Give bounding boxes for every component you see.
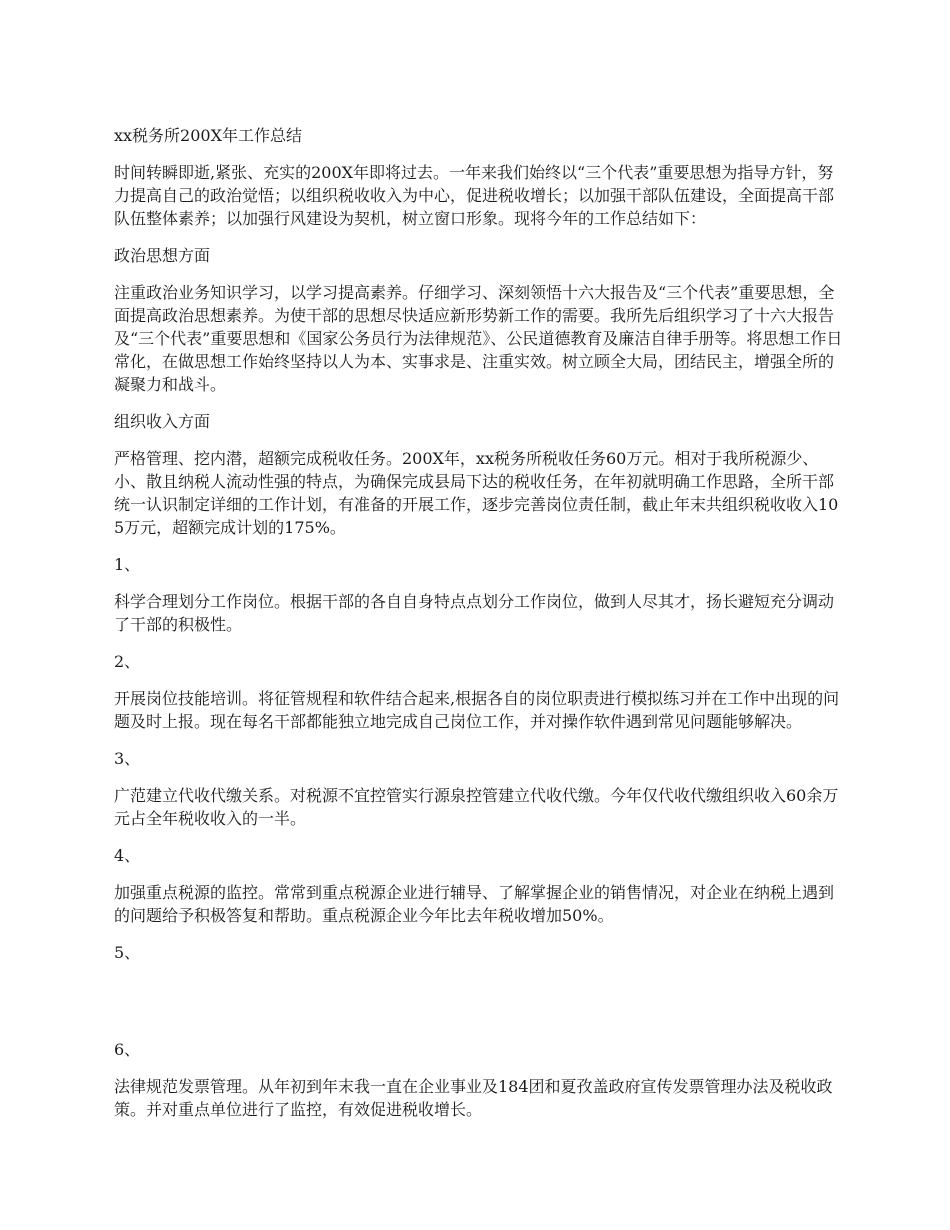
paragraph-item-1: 科学合理划分工作岗位。根据干部的各自自身特点点划分工作岗位，做到人尽其才，扬长避短充分调动了干部的积极性。 (114, 592, 835, 634)
paragraph-item-3: 广范建立代收代缴关系。对税源不宜控管实行源泉控管建立代收代缴。今年仅代收代缴组织收入60余万元占全年税收收入的一半。 (114, 786, 839, 828)
item-number-6: 6、 (114, 1040, 141, 1059)
section-heading-revenue: 组织收入方面 (114, 412, 211, 431)
document-title: xx税务所200X年工作总结 (114, 126, 302, 145)
item-number-4: 4、 (114, 846, 141, 865)
item-number-1: 1、 (114, 555, 141, 574)
item-number-5: 5、 (114, 943, 141, 962)
paragraph-revenue: 严格管理、挖内潜，超额完成税收任务。200X年，xx税务所税收任务60万元。相对于我所税源少、小、散且纳税人流动性强的特点，为确保完成县局下达的税收任务，在年初就明确工作思路，全所干部统一认识制定详细的工作计划，有准备的开展工作，逐步完善岗位责任制，截止年末共组织税收收入105万元，超额完成计划的175%。 (114, 449, 839, 537)
paragraph-item-2: 开展岗位技能培训。将征管规程和软件结合起来,根据各自的岗位职责进行模拟练习并在工作中出现的问题及时上报。现在每名干部都能独立地完成自己岗位工作，并对操作软件遇到常见问题能够解决。 (114, 689, 840, 731)
item-number-2: 2、 (114, 652, 141, 671)
paragraph-item-6: 法律规范发票管理。从年初到年末我一直在企业事业及184团和夏孜盖政府宣传发票管理办法及税收政策。并对重点单位进行了监控，有效促进税收增长。 (114, 1077, 833, 1119)
document-page (114, 124, 844, 1135)
blank-space (114, 978, 844, 1024)
paragraph-intro: 时间转瞬即逝,紧张、充实的200X年即将过去。一年来我们始终以“三个代表”重要思想为指导方针，努力提高自己的政治觉悟；以组织税收收入为中心，促进税收增长；以加强干部队伍建设，全面提高干部队伍整体素养；以加强行风建设为契机，树立窗口形象。现将今年的工作总结如下： (114, 163, 835, 228)
section-heading-political: 政治思想方面 (114, 246, 211, 265)
item-number-3: 3、 (114, 749, 141, 768)
paragraph-political: 注重政治业务知识学习，以学习提高素养。仔细学习、深刻领悟十六大报告及“三个代表”重要思想，全面提高政治思想素养。为使干部的思想尽快适应新形势新工作的需要。我所先后组织学习了十六大报告及“三个代表”重要思想和《国家公务员行为法律规范》、公民道德教育及廉洁自律手册等。将思想工作日常化，在做思想工作始终坚持以人为本、实事求是、注重实效。树立顾全大局，团结民主，增强全所的凝聚力和战斗。 (114, 283, 843, 394)
paragraph-item-4: 加强重点税源的监控。常常到重点税源企业进行辅导、了解掌握企业的销售情况，对企业在纳税上遇到的问题给予积极答复和帮助。重点税源企业今年比去年税收增加50%。 (114, 883, 835, 925)
